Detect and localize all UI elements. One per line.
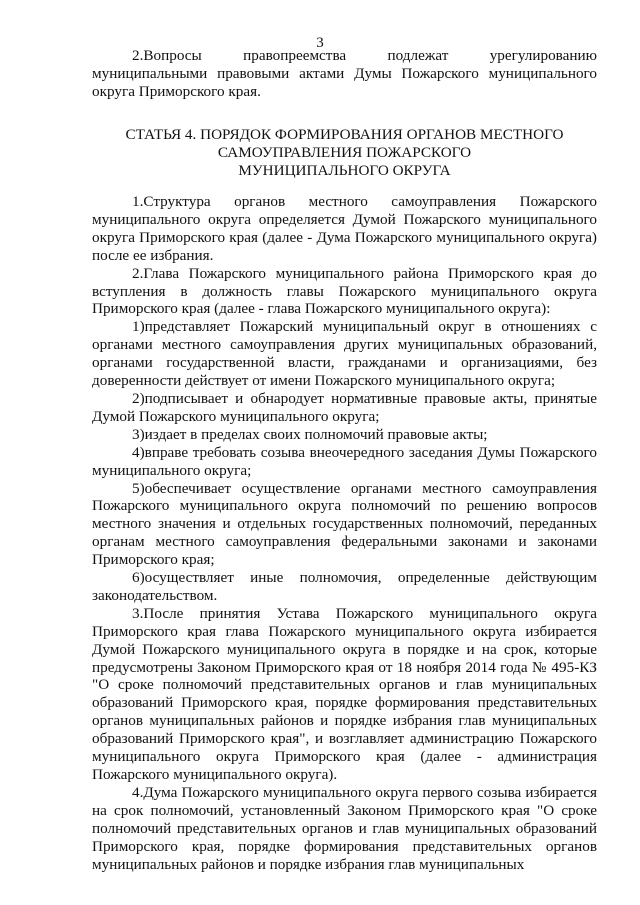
paragraph-2-item-6: 6)осуществляет иные полномочия, определенные действующим законодательством. xyxy=(92,569,597,604)
article-heading-line-3: МУНИЦИПАЛЬНОГО ОКРУГА xyxy=(238,162,451,179)
article-body xyxy=(92,193,597,873)
page-number: 3 xyxy=(316,35,324,51)
paragraph-2: 2.Глава Пожарского муниципального района Приморского края до вступления в должность главы Пожарского муниципального округа Приморского края (далее - глава Пожарского муниципального округа): xyxy=(92,264,597,318)
paragraph-2-item-1: 1)представляет Пожарский муниципальный округ в отношениях с органами местного самоуправления других муниципальных образований, органами государственной власти, гражданами и организациями, без доверенности действует от имени Пожарского муниципального округа; xyxy=(92,318,597,390)
article-heading-line-2: САМОУПРАВЛЕНИЯ ПОЖАРСКОГО xyxy=(217,144,472,161)
paragraph-4: 4.Дума Пожарского муниципального округа первого созыва избирается на срок полномочий, установленный Законом Приморского края "О сроке полномочий представительных органов и глав муниципальных образований Приморского края, порядке формирования представительных органов муниципальных районов и порядке избрания глав муниципальных xyxy=(92,783,597,873)
paragraph-2-item-5: 5)обеспечивает осуществление органами местного самоуправления Пожарского муниципального округа полномочий по решению вопросов местного значения и отдельных государственных полномочий, переданных органам местного самоуправления федеральными законами и законами Приморского края; xyxy=(92,479,597,569)
article-heading xyxy=(92,126,597,180)
article-heading-line-1: СТАТЬЯ 4. ПОРЯДОК ФОРМИРОВАНИЯ ОРГАНОВ МЕСТНОГО xyxy=(125,126,564,143)
paragraph-succession: 2.Вопросы правопреемства подлежат урегулированию муниципальными правовыми актами Думы Пожарского муниципального округа Приморского края. xyxy=(92,47,597,100)
paragraph-2-item-3: 3)издает в пределах своих полномочий правовые акты; xyxy=(132,425,488,443)
intro-block xyxy=(92,47,597,101)
paragraph-2-item-4: 4)вправе требовать созыва внеочередного заседания Думы Пожарского муниципального округа; xyxy=(92,443,597,479)
paragraph-1: 1.Структура органов местного самоуправления Пожарского муниципального округа определяется Думой Пожарского муниципального округа Приморского края (далее - Дума Пожарского муниципального округа) после ее избрания. xyxy=(92,193,597,264)
paragraph-3: 3.После принятия Устава Пожарского муниципального округа Приморского края глава Пожарского муниципального округа избирается Думой Пожарского муниципального округа в порядке и на срок, которые предусмотрены Законом Приморского края от 18 ноября 2014 года № 495-КЗ "О сроке полномочий представительных органов и глав муниципальных образований Приморского края, порядке формирования представительных органов муниципальных районов и порядке избрания глав муниципальных образований Приморского края", и возглавляет администрацию Пожарского муниципального округа Приморского края (далее - администрация Пожарского муниципального округа). xyxy=(92,604,597,783)
paragraph-2-item-2: 2)подписывает и обнародует нормативные правовые акты, принятые Думой Пожарского муниципального округа; xyxy=(92,389,597,425)
